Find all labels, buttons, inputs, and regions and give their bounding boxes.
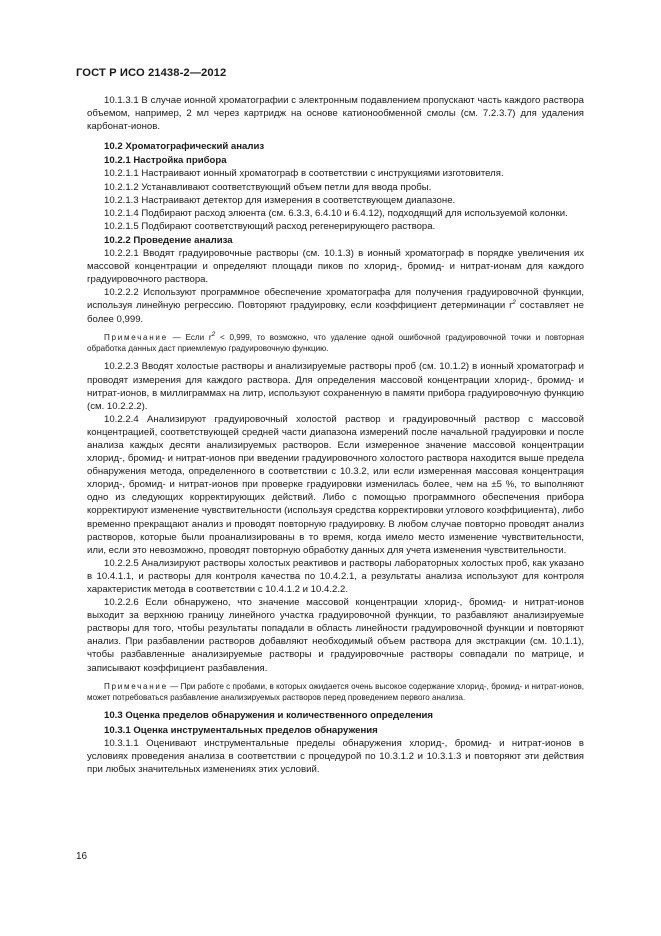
paragraph-10-2-2-2-text: 10.2.2.2 Используют программное обеспечение хроматографа для получения градуировочной функции, используя линейную регрессию. Повторяют градуировку, если коэффициент детерминации r xyxy=(87,287,584,312)
paragraph-10-2-2-2-tail: составляет не более 0,999. xyxy=(87,300,584,325)
superscript-2: 2 xyxy=(512,299,516,307)
paragraph-10-2-2-6: 10.2.2.6 Если обнаружено, что значение массовой концентрации хлорид-, бромид- и нитрат-ионов выходит за верхнюю границу линейного участка градуировочной функции, то разбавляют анализируемые растворы для того, чтобы результаты попадали в область линейности градуировочной функции и повторяют анализ. При разбавлении растворов добавляют необходимый объем раствора для экстракции (см. 10.1.1), чтобы разбавленные анализируемые растворы и градуировочные растворы совпадали по матрице, и записывают коэффициент разбавления. xyxy=(87,597,584,674)
note-1 xyxy=(87,332,584,355)
page-number: 16 xyxy=(76,851,88,862)
paragraph-10-2-2-1: 10.2.2.1 Вводят градуировочные растворы (см. 10.1.3) в ионный хроматограф в порядке увеличения их массовой концентрации и определяют площади пиков по хлорид-, бромид- и нитрат-ионам для каждого градуировочного раствора. xyxy=(87,248,584,286)
paragraph-10-2-1-1: 10.2.1.1 Настраивают ионный хроматограф в соответствии с инструкциями изготовителя. xyxy=(104,168,504,180)
paragraph-10-2-2-5: 10.2.2.5 Анализируют растворы холостых реактивов и растворы лабораторных холостых проб, как указано в 10.4.1.1, и растворы для контроля качества по 10.4.2.1, а результаты анализа используют для контроля характеристик метода в соответствии с 10.4.1.2 и 10.4.2.2. xyxy=(87,557,584,595)
paragraph-10-2-1-5: 10.2.1.5 Подбирают соответствующий расход регенерирующего раствора. xyxy=(104,220,436,232)
heading-10-2-2: 10.2.2 Проведение анализа xyxy=(104,234,233,246)
heading-10-2: 10.2 Хроматографический анализ xyxy=(104,141,265,153)
paragraph-10-2-1-3: 10.2.1.3 Настраивают детектор для измерения в соответствующем диапазоне. xyxy=(104,194,456,206)
heading-10-2-1: 10.2.1 Настройка прибора xyxy=(104,155,227,167)
document-body xyxy=(87,94,584,776)
note-1-tail: < 0,999, то возможно, что удаление одной ошибочной градуировочной точки и повторная обработка данных даст приемлемую градуировочную функцию. xyxy=(87,332,584,353)
paragraph-10-2-2-2 xyxy=(87,286,584,325)
heading-10-3-1: 10.3.1 Оценка инструментальных пределов обнаружения xyxy=(104,724,378,736)
paragraph-10-2-1-4: 10.2.1.4 Подбирают расход элюента (см. 6.3.3, 6.4.10 и 6.4.12), подходящий для используемой колонки. xyxy=(104,207,568,219)
paragraph-10-3-1-1: 10.3.1.1 Оценивают инструментальные пределы обнаружения хлорид-, бромид- и нитрат-ионов в условиях проведения анализа в соответствии с процедурой по 10.3.1.2 и 10.3.1.3 и повторяют эти действия при любых значительных изменениях этих условий. xyxy=(87,737,584,775)
paragraph-10-2-2-3: 10.2.2.3 Вводят холостые растворы и анализируемые растворы проб (см. 10.1.2) в ионный хроматограф и проводят измерения для каждого раствора. Для определения массовой концентрации хлорид-, бромид- и нитрат-ионов, в миллиграммах на литр, используют сохраненную в памяти прибора градуировочную функцию (см. 10.2.2.2). xyxy=(87,361,584,412)
note-1-text: — Если r xyxy=(167,332,212,342)
note-superscript-2: 2 xyxy=(211,330,216,338)
paragraph-10-1-3-1: 10.1.3.1 В случае ионной хроматографии с электронным подавлением пропускают часть каждого раствора объемом, например, 2 мл через картридж на основе катионообменной смолы (см. 7.2.3.7) для удаления карбонат-ионов. xyxy=(87,95,584,133)
note-label: Примечание xyxy=(104,332,168,342)
paragraph-10-2-2-4: 10.2.2.4 Анализируют градуировочный холостой раствор и градуировочный раствор с массовой концентрацией, соответствующей средней части диапазона измерений после начальной градуировки и после анализа каждых десяти анализируемых растворов. Если измеренное значение массовой концентрации хлорид-, бромид- и нитрат-ионов при введении градуировочного холостого раствора находится выше предела обнаружения метода, определенного в соответствии с 10.3.2, или если измеренная массовая концентрация хлорид-, бромид- и нитрат-ионов при проверке градуировки изменилась более, чем на ±5 %, то выполняют одно из следующих корректирующих действий. Либо с помощью программного обеспечения прибора корректируют изменение чувствительности (используя средства корректировки углового коэффициента), либо временно прекращают анализ и проводят повторную градуировку. В любом случае повторно проводят анализ растворов, которые были проанализированы в то время, когда имело место изменение чувствительности, или, если это невозможно, проводят повторную обработку данных для учета изменения чувствительности. xyxy=(87,413,584,556)
note-2-text: — При работе с пробами, в которых ожидается очень высокое содержание хлорид-, бромид- и нитрат-ионов, может потребоваться разбавление анализируемых растворов перед проведением первого анализа. xyxy=(87,681,584,703)
paragraph-10-2-1-2: 10.2.1.2 Устанавливают соответствующий объем петли для ввода пробы. xyxy=(104,181,432,193)
document-header: ГОСТ Р ИСО 21438-2—2012 xyxy=(76,67,227,79)
note-2 xyxy=(87,681,584,704)
heading-10-3: 10.3 Оценка пределов обнаружения и количественного определения xyxy=(104,710,433,722)
note-label: Примечание xyxy=(104,681,168,691)
